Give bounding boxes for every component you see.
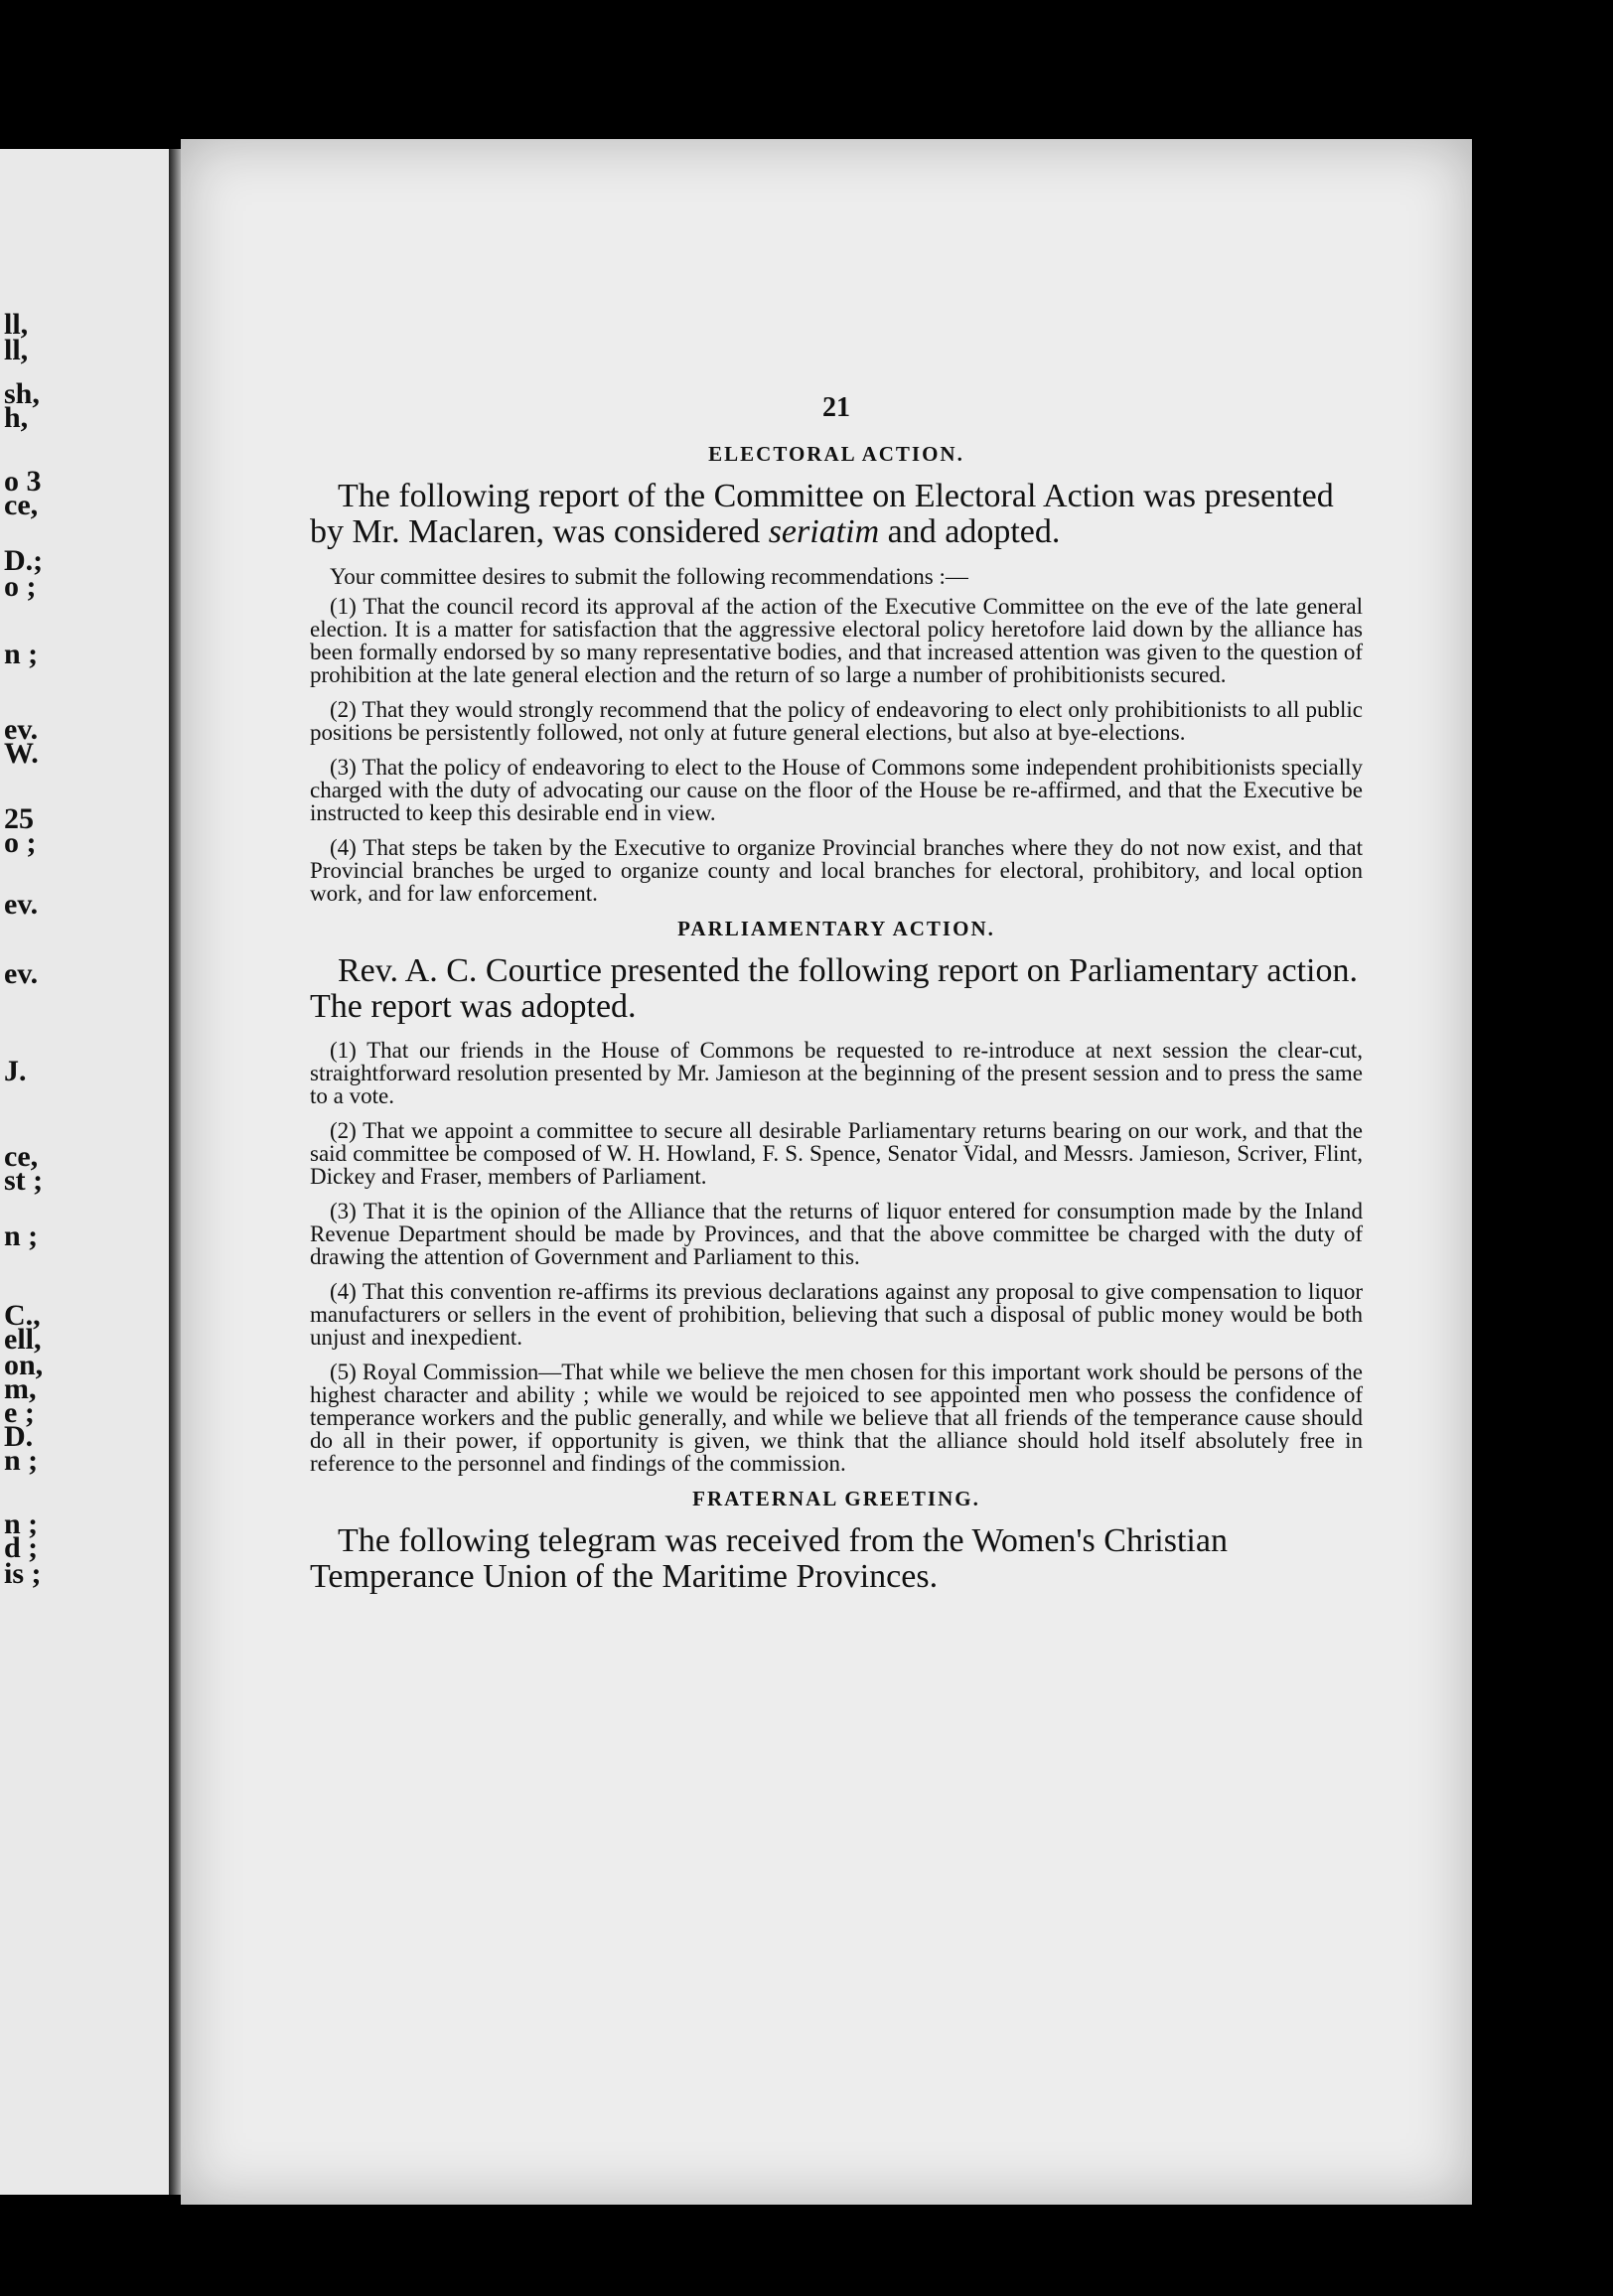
margin-fragment: ce,: [4, 1140, 39, 1173]
recommendation-item: (2) That they would strongly recommend that the policy of endeavoring to elect only prohibitionists to all public positions be persistently followed, not only at future general elections, but also at bye-elections.: [310, 697, 1363, 745]
margin-fragment: o 3: [4, 465, 42, 498]
page-content: [310, 392, 1363, 1609]
intro-text: and adopted.: [879, 513, 1061, 550]
recommendations-lead: Your committee desires to submit the following recommendations :—: [330, 564, 968, 589]
book-gutter: [169, 149, 181, 2195]
margin-fragment: st ;: [4, 1164, 44, 1197]
section-intro: Rev. A. C. Courtice presented the following report on Parliamentary action. The report was adopted.: [310, 952, 1358, 1025]
resolution-item: (4) That this convention re-affirms its previous declarations against any proposal to give compensation to liquor manufacturers or sellers in the event of prohibition, believing that such a disposal of public money would be both unjust and inexpedient.: [310, 1279, 1363, 1350]
margin-fragment: J.: [4, 1055, 27, 1087]
margin-fragment: h,: [4, 401, 29, 434]
margin-fragment: ev.: [4, 957, 39, 990]
section-heading: FRATERNAL GREETING.: [692, 1487, 980, 1510]
margin-fragment: on,: [4, 1349, 44, 1381]
margin-fragment: ll,: [4, 308, 29, 341]
margin-fragment: D.;: [4, 544, 44, 577]
section-electoral-action: [310, 442, 1363, 905]
margin-fragment: e ;: [4, 1396, 35, 1429]
margin-fragment: n ;: [4, 1507, 39, 1540]
section-heading: PARLIAMENTARY ACTION.: [677, 917, 995, 940]
margin-fragment: d ;: [4, 1531, 39, 1564]
margin-fragment: o ;: [4, 826, 37, 859]
section-heading: ELECTORAL ACTION.: [708, 442, 964, 466]
margin-fragment: ell,: [4, 1323, 42, 1356]
margin-fragment: n ;: [4, 638, 39, 670]
resolution-item: (1) That our friends in the House of Commons be requested to re-introduce at next session the clear-cut, straightforward resolution presented by Mr. Jamieson at the beginning of the present session and to press the same to a vote.: [310, 1038, 1363, 1108]
facing-page-fragment: [0, 149, 169, 2195]
margin-fragment: n ;: [4, 1444, 39, 1477]
margin-fragment: D.: [4, 1420, 34, 1453]
margin-fragment: ev.: [4, 713, 39, 746]
margin-fragment: ce,: [4, 489, 39, 521]
intro-text: The following report of the Committee on Electoral Action was presented by Mr. Maclaren, was considered: [310, 478, 1334, 550]
resolution-item: (2) That we appoint a committee to secure all desirable Parliamentary returns bearing on our work, and that the said committee be composed of W. H. Howland, F. S. Spence, Senator Vidal, and Messrs. Jamieson, Scriver, Flint, Dickey and Fraser, members of Parliament.: [310, 1118, 1363, 1189]
intro-italic: seriatim: [768, 513, 880, 550]
page-number: 21: [822, 392, 850, 423]
margin-fragment: sh,: [4, 377, 40, 410]
margin-fragment: o ;: [4, 570, 37, 603]
margin-fragment: n ;: [4, 1220, 39, 1252]
margin-fragment: m,: [4, 1372, 37, 1405]
margin-fragment: W.: [4, 737, 39, 770]
recommendation-item: (3) That the policy of endeavoring to elect to the House of Commons some independent prohibitionists specially charged with the duty of advocating our cause on the floor of the House be re-affirmed, and that the Executive be instructed to keep this desirable end in view.: [310, 755, 1363, 825]
margin-fragment: ll,: [4, 334, 29, 366]
section-intro: The following telegram was received from the Women's Christian Temperance Union of the Maritime Provinces.: [310, 1522, 1228, 1595]
section-intro: [310, 479, 1363, 550]
section-parliamentary-action: [310, 917, 1363, 1475]
recommendation-item: (4) That steps be taken by the Executive to organize Provincial branches where they do not now exist, and that Provincial branches be urged to organize county and local branches for electoral, prohibitory, and local option work, and for law enforcement.: [310, 835, 1363, 906]
margin-fragment: C.,: [4, 1299, 41, 1332]
margin-fragment: 25: [4, 802, 34, 835]
margin-fragment: ev.: [4, 888, 39, 921]
recommendation-item: (1) That the council record its approval af the action of the Executive Committee on the eve of the late general election. It is a matter for satisfaction that the aggressive electoral policy heretofore laid down by the alliance has been formally endorsed by so many representative bodies, and that increased attention was given to the question of prohibition at the late general election and the return of so large a number of prohibitionists secured.: [310, 594, 1363, 687]
section-fraternal-greeting: [310, 1487, 1363, 1595]
margin-fragment: is ;: [4, 1557, 42, 1590]
resolution-item: (3) That it is the opinion of the Alliance that the returns of liquor entered for consumption made by the Inland Revenue Department should be made by Provinces, and that the above committee be charged with the duty of drawing the attention of Government and Parliament to this.: [310, 1199, 1363, 1269]
resolution-item: (5) Royal Commission—That while we believe the men chosen for this important work should be persons of the highest character and ability ; while we would be rejoiced to see appointed men who possess the confidence of temperance workers and the public generally, and while we believe that all friends of the temperance cause should do all in their power, if opportunity is given, we think that the alliance should hold itself absolutely free in reference to the personnel and findings of the commission.: [310, 1360, 1363, 1476]
document-page: [181, 139, 1472, 2205]
